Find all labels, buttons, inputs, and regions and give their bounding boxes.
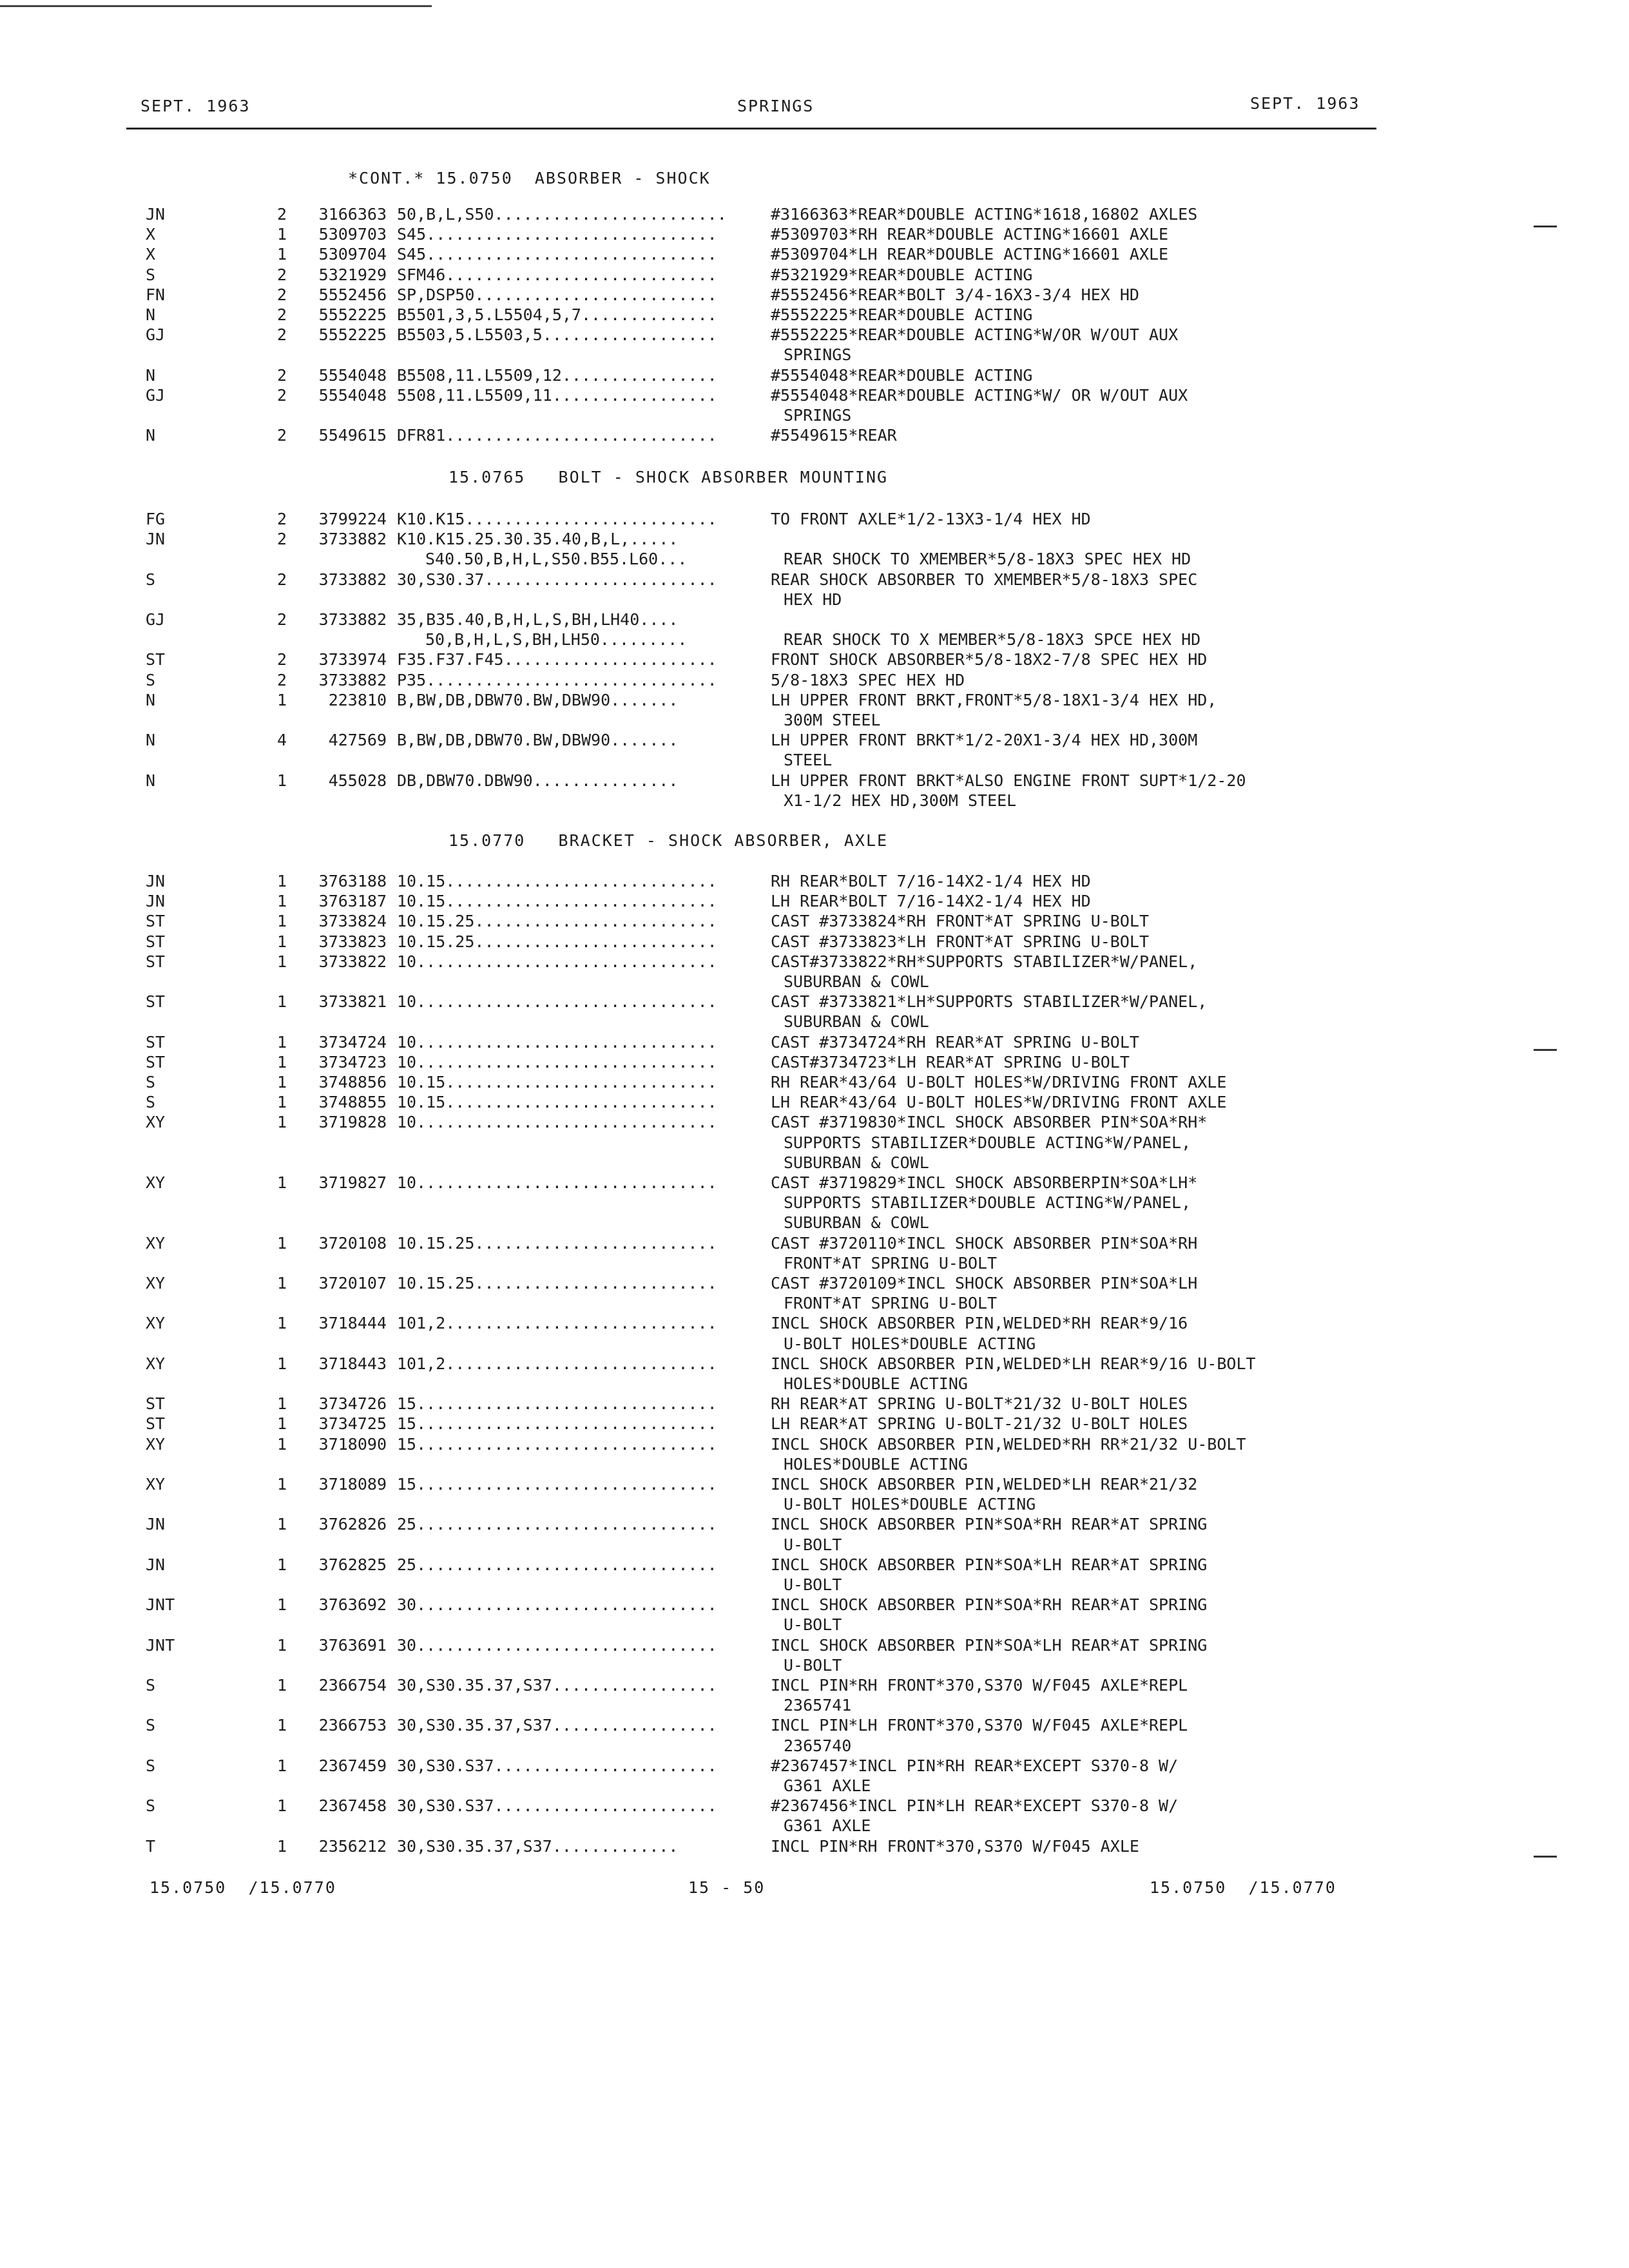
part-number: 3720108	[318, 1233, 387, 1253]
quantity: 1	[277, 1274, 287, 1293]
description: CAST#3733822*RH*SUPPORTS STABILIZER*W/PANEL,	[771, 952, 1198, 971]
part-number: 223810	[328, 690, 387, 709]
quantity: 1	[277, 1796, 287, 1816]
model-list: 15...............................	[397, 1434, 717, 1454]
description: CAST#3734723*LH REAR*AT SPRING U-BOLT	[771, 1052, 1130, 1072]
usage-code: XY	[146, 1173, 166, 1192]
description-continued: U-BOLT	[784, 1615, 842, 1635]
description: LH REAR*AT SPRING U-BOLT-21/32 U-BOLT HOLES	[771, 1414, 1188, 1434]
usage-code: N	[146, 365, 156, 385]
part-number: 427569	[328, 731, 387, 750]
usage-code: JN	[146, 872, 166, 890]
model-list: DFR81............................	[397, 426, 717, 445]
quantity: 1	[277, 1434, 287, 1454]
description: TO FRONT AXLE*1/2-13X3-1/4 HEX HD	[771, 510, 1091, 528]
usage-code: ST	[146, 952, 166, 971]
model-list: 30,S30.35.37,S37.................	[397, 1676, 717, 1695]
model-list: S45..............................	[397, 245, 717, 264]
quantity: 1	[277, 1414, 287, 1434]
quantity: 1	[277, 1354, 287, 1373]
quantity: 1	[277, 1394, 287, 1414]
header-date-right: SEPT. 1963	[1250, 94, 1360, 113]
quantity: 1	[277, 1073, 287, 1091]
header-date-left: SEPT. 1963	[140, 97, 251, 115]
model-list: 15...............................	[397, 1394, 717, 1414]
usage-code: X	[146, 245, 156, 264]
description: CAST #3720110*INCL SHOCK ABSORBER PIN*SOA*RH	[771, 1233, 1198, 1253]
part-number: 5552225	[318, 305, 387, 324]
quantity: 1	[277, 1093, 287, 1112]
quantity: 1	[277, 225, 287, 244]
model-list: 10...............................	[397, 992, 717, 1012]
description: INCL SHOCK ABSORBER PIN*SOA*LH REAR*AT SPRING	[771, 1635, 1208, 1655]
quantity: 1	[277, 1314, 287, 1333]
quantity: 1	[277, 245, 287, 264]
quantity: 1	[277, 992, 287, 1012]
model-list: 30...............................	[397, 1595, 717, 1615]
description: RH REAR*AT SPRING U-BOLT*21/32 U-BOLT HOLES	[771, 1394, 1188, 1414]
description-continued: SUBURBAN & COWL	[784, 1213, 929, 1233]
part-number: 3733823	[318, 932, 387, 951]
quantity: 1	[277, 1555, 287, 1574]
model-list: F35.F37.F45......................	[397, 650, 717, 669]
description: #3166363*REAR*DOUBLE ACTING*1618,16802 AXLES	[771, 205, 1198, 224]
quantity: 1	[277, 872, 287, 890]
usage-code: N	[146, 305, 156, 324]
description-continued: HOLES*DOUBLE ACTING	[784, 1454, 968, 1474]
description: CAST #3733821*LH*SUPPORTS STABILIZER*W/PANEL,	[771, 992, 1208, 1012]
usage-code: XY	[146, 1354, 166, 1373]
model-list: 10...............................	[397, 1113, 717, 1132]
part-number: 5554048	[318, 365, 387, 385]
model-list: 15...............................	[397, 1414, 717, 1434]
quantity: 2	[277, 205, 287, 224]
model-list: B,BW,DB,DBW70.BW,DBW90.......	[397, 690, 679, 709]
model-list: 30...............................	[397, 1635, 717, 1655]
section-title: 15.0765 BOLT - SHOCK ABSORBER MOUNTING	[448, 468, 889, 486]
description: INCL PIN*RH FRONT*370,S370 W/F045 AXLE	[771, 1836, 1139, 1856]
quantity: 1	[277, 1676, 287, 1695]
usage-code: XY	[146, 1233, 166, 1253]
quantity: 2	[277, 385, 287, 405]
part-number: 3734725	[318, 1414, 387, 1434]
usage-code: GJ	[146, 325, 166, 345]
model-list: 101,2............................	[397, 1354, 717, 1373]
description-continued: SUPPORTS STABILIZER*DOUBLE ACTING*W/PANEL,	[784, 1133, 1191, 1152]
part-number: 3718443	[318, 1354, 387, 1373]
usage-code: JNT	[146, 1595, 175, 1615]
usage-code: S	[146, 570, 156, 589]
part-number: 3763692	[318, 1595, 387, 1615]
quantity: 2	[277, 610, 287, 629]
header-title: SPRINGS	[737, 97, 815, 115]
part-number: 5552225	[318, 325, 387, 345]
model-list: 30,S30.37........................	[397, 570, 717, 589]
part-number: 3718444	[318, 1314, 387, 1333]
part-number: 3734723	[318, 1052, 387, 1072]
usage-code: N	[146, 731, 156, 750]
quantity: 1	[277, 771, 287, 790]
part-row	[0, 610, 1629, 629]
quantity: 1	[277, 1836, 287, 1856]
usage-code: JNT	[146, 1635, 175, 1655]
part-number: 5549615	[318, 426, 387, 445]
part-number: 3734726	[318, 1394, 387, 1414]
model-list: SP,DSP50.........................	[397, 285, 717, 304]
description: CAST #3720109*INCL SHOCK ABSORBER PIN*SOA*LH	[771, 1274, 1198, 1293]
description-continued: HEX HD	[784, 590, 842, 609]
description: #2367457*INCL PIN*RH REAR*EXCEPT S370-8 W/	[771, 1756, 1179, 1775]
part-number: 2356212	[318, 1836, 387, 1856]
description: LH REAR*BOLT 7/16-14X2-1/4 HEX HD	[771, 892, 1091, 911]
model-list: 10.15............................	[397, 1073, 717, 1091]
description-continued: U-BOLT	[784, 1575, 842, 1594]
description-continued: SUBURBAN & COWL	[784, 1153, 929, 1172]
description: INCL SHOCK ABSORBER PIN*SOA*RH REAR*AT SPRING	[771, 1515, 1208, 1534]
model-list: DB,DBW70.DBW90...............	[397, 771, 679, 790]
part-number: 5309704	[318, 245, 387, 264]
quantity: 1	[277, 1173, 287, 1192]
footer-left: 15.0750 /15.0770	[149, 1878, 336, 1897]
model-list: 101,2............................	[397, 1314, 717, 1333]
description: LH UPPER FRONT BRKT,FRONT*5/8-18X1-3/4 HEX HD,	[771, 690, 1217, 709]
part-row	[0, 529, 1629, 549]
usage-code: GJ	[146, 610, 166, 629]
model-list: 30,S30.S37.......................	[397, 1796, 717, 1816]
usage-code: S	[146, 1676, 156, 1695]
part-number: 3733824	[318, 912, 387, 931]
description-continued: REAR SHOCK TO X MEMBER*5/8-18X3 SPCE HEX HD	[784, 630, 1201, 649]
usage-code: JN	[146, 1515, 166, 1534]
model-list: 15...............................	[397, 1475, 717, 1494]
usage-code: ST	[146, 1394, 166, 1414]
quantity: 1	[277, 932, 287, 951]
model-list: 25...............................	[397, 1515, 717, 1534]
part-number: 5554048	[318, 385, 387, 405]
part-number: 3733882	[318, 570, 387, 589]
description-continued: FRONT*AT SPRING U-BOLT	[784, 1294, 998, 1313]
description: REAR SHOCK ABSORBER TO XMEMBER*5/8-18X3 SPEC	[771, 570, 1198, 589]
part-number: 3748856	[318, 1073, 387, 1091]
description: #5549615*REAR	[771, 426, 897, 445]
quantity: 1	[277, 1635, 287, 1655]
quantity: 1	[277, 1716, 287, 1735]
quantity: 1	[277, 1052, 287, 1072]
usage-code: T	[146, 1836, 156, 1856]
part-number: 5552456	[318, 285, 387, 304]
description: CAST #3733823*LH FRONT*AT SPRING U-BOLT	[771, 932, 1149, 951]
quantity: 2	[277, 365, 287, 385]
quantity: 1	[277, 952, 287, 971]
model-list-continued: 50,B,H,L,S,BH,LH50.........	[425, 630, 688, 649]
quantity: 2	[277, 325, 287, 345]
part-number: 3733821	[318, 992, 387, 1012]
part-number: 455028	[328, 771, 387, 790]
quantity: 1	[277, 1475, 287, 1494]
description: CAST #3733824*RH FRONT*AT SPRING U-BOLT	[771, 912, 1149, 931]
part-number: 3733882	[318, 610, 387, 629]
usage-code: JN	[146, 530, 166, 549]
part-number: 3166363	[318, 205, 387, 224]
model-list: B5508,11.L5509,12................	[397, 365, 717, 385]
description-continued: STEEL	[784, 751, 833, 770]
model-list: 10...............................	[397, 1173, 717, 1192]
quantity: 2	[277, 305, 287, 324]
model-list: 10.15............................	[397, 1093, 717, 1112]
description: FRONT SHOCK ABSORBER*5/8-18X2-7/8 SPEC HEX HD	[771, 650, 1208, 669]
model-list: 30,S30.35.37,S37.............	[397, 1836, 679, 1856]
usage-code: ST	[146, 650, 166, 669]
part-number: 2366753	[318, 1716, 387, 1735]
usage-code: GJ	[146, 385, 166, 405]
usage-code: JN	[146, 1555, 166, 1574]
part-number: 3733974	[318, 650, 387, 669]
description-continued: 2365740	[784, 1736, 852, 1755]
model-list: 10.15.25.........................	[397, 932, 717, 951]
part-number: 2367458	[318, 1796, 387, 1816]
usage-code: S	[146, 1796, 156, 1816]
quantity: 1	[277, 1113, 287, 1132]
quantity: 2	[277, 530, 287, 549]
description-continued: G361 AXLE	[784, 1816, 871, 1836]
model-list: 10.15............................	[397, 872, 717, 890]
part-number: 5309703	[318, 225, 387, 244]
usage-code: S	[146, 1716, 156, 1735]
quantity: 1	[277, 1515, 287, 1534]
usage-code: FG	[146, 510, 166, 528]
section-title: *CONT.* 15.0750 ABSORBER - SHOCK	[348, 169, 711, 187]
part-number: 3734724	[318, 1032, 387, 1052]
usage-code: XY	[146, 1113, 166, 1132]
model-list: 10.15.25.........................	[397, 1274, 717, 1293]
part-number: 3718090	[318, 1434, 387, 1454]
model-list: 35,B35.40,B,H,L,S,BH,LH40....	[397, 610, 679, 629]
quantity: 1	[277, 892, 287, 911]
model-list: 25...............................	[397, 1555, 717, 1574]
description-continued: 300M STEEL	[784, 711, 881, 729]
part-number: 3763188	[318, 872, 387, 890]
description-continued: SUBURBAN & COWL	[784, 1012, 929, 1032]
quantity: 4	[277, 731, 287, 750]
usage-code: ST	[146, 1032, 166, 1052]
quantity: 2	[277, 510, 287, 528]
description: #5554048*REAR*DOUBLE ACTING	[771, 365, 1033, 385]
usage-code: XY	[146, 1274, 166, 1293]
usage-code: XY	[146, 1314, 166, 1333]
usage-code: S	[146, 670, 156, 689]
usage-code: N	[146, 690, 156, 709]
description: RH REAR*43/64 U-BOLT HOLES*W/DRIVING FRONT AXLE	[771, 1073, 1227, 1091]
usage-code: N	[146, 426, 156, 445]
model-list: B5503,5.L5503,5..................	[397, 325, 717, 345]
quantity: 1	[277, 1233, 287, 1253]
description: LH UPPER FRONT BRKT*ALSO ENGINE FRONT SUPT*1/2-20	[771, 771, 1246, 790]
part-number: 3762825	[318, 1555, 387, 1574]
description: #5309703*RH REAR*DOUBLE ACTING*16601 AXLE	[771, 225, 1169, 244]
part-number: 2366754	[318, 1676, 387, 1695]
quantity: 1	[277, 912, 287, 931]
description: #5552225*REAR*DOUBLE ACTING*W/OR W/OUT AUX	[771, 325, 1179, 345]
model-list: SFM46............................	[397, 265, 717, 284]
description: INCL SHOCK ABSORBER PIN,WELDED*LH REAR*9/16 U-BOLT	[771, 1354, 1256, 1373]
description: LH REAR*43/64 U-BOLT HOLES*W/DRIVING FRONT AXLE	[771, 1093, 1227, 1112]
model-list: 5508,11.L5509,11.................	[397, 385, 717, 405]
usage-code: S	[146, 265, 156, 284]
usage-code: S	[146, 1093, 156, 1112]
model-list: 10.15.25.........................	[397, 912, 717, 931]
description-continued: SPRINGS	[784, 406, 852, 425]
description-continued: X1-1/2 HEX HD,300M STEEL	[784, 791, 1017, 810]
usage-code: S	[146, 1073, 156, 1091]
model-list: 10...............................	[397, 1052, 717, 1072]
part-number: 3799224	[318, 510, 387, 528]
model-list: 10...............................	[397, 1032, 717, 1052]
quantity: 2	[277, 650, 287, 669]
scan-edge-line	[0, 5, 432, 7]
description-continued: U-BOLT HOLES*DOUBLE ACTING	[784, 1495, 1036, 1514]
part-number: 3733882	[318, 530, 387, 549]
description: INCL PIN*RH FRONT*370,S370 W/F045 AXLE*REPL	[771, 1676, 1188, 1695]
part-number: 3733822	[318, 952, 387, 971]
description-continued: U-BOLT HOLES*DOUBLE ACTING	[784, 1334, 1036, 1353]
part-number: 3763691	[318, 1635, 387, 1655]
section-title: 15.0770 BRACKET - SHOCK ABSORBER, AXLE	[448, 831, 889, 850]
description: CAST #3734724*RH REAR*AT SPRING U-BOLT	[771, 1032, 1139, 1052]
usage-code: FN	[146, 285, 166, 304]
part-number: 2367459	[318, 1756, 387, 1775]
description: #5321929*REAR*DOUBLE ACTING	[771, 265, 1033, 284]
model-list: K10.K15.25.30.35.40,B,L,.....	[397, 530, 679, 549]
header-rule	[126, 128, 1376, 130]
model-list-continued: S40.50,B,H,L,S50.B55.L60...	[425, 550, 688, 569]
description-continued: U-BOLT	[784, 1535, 842, 1554]
description: #5552225*REAR*DOUBLE ACTING	[771, 305, 1033, 324]
description: 5/8-18X3 SPEC HEX HD	[771, 670, 965, 689]
part-number: 3718089	[318, 1475, 387, 1494]
description-continued: SPRINGS	[784, 345, 852, 365]
description-continued: HOLES*DOUBLE ACTING	[784, 1374, 968, 1393]
quantity: 2	[277, 285, 287, 304]
usage-code: ST	[146, 1052, 166, 1072]
part-number: 3762826	[318, 1515, 387, 1534]
quantity: 1	[277, 690, 287, 709]
part-number: 3719827	[318, 1173, 387, 1192]
usage-code: ST	[146, 912, 166, 931]
quantity: 2	[277, 570, 287, 589]
description: INCL PIN*LH FRONT*370,S370 W/F045 AXLE*REPL	[771, 1716, 1188, 1735]
description: LH UPPER FRONT BRKT*1/2-20X1-3/4 HEX HD,300M	[771, 731, 1198, 750]
description: #5554048*REAR*DOUBLE ACTING*W/ OR W/OUT AUX	[771, 385, 1188, 405]
part-number: 5321929	[318, 265, 387, 284]
usage-code: JN	[146, 892, 166, 911]
description-continued: FRONT*AT SPRING U-BOLT	[784, 1253, 998, 1273]
model-list: 50,B,L,S50........................	[397, 205, 727, 224]
model-list: K10.K15..........................	[397, 510, 717, 528]
model-list: P35..............................	[397, 670, 717, 689]
usage-code: ST	[146, 992, 166, 1012]
part-number: 3720107	[318, 1274, 387, 1293]
part-number: 3733882	[318, 670, 387, 689]
description: INCL SHOCK ABSORBER PIN*SOA*LH REAR*AT SPRING	[771, 1555, 1208, 1574]
model-list: 10...............................	[397, 952, 717, 971]
quantity: 1	[277, 1595, 287, 1615]
model-list: 30,S30.S37.......................	[397, 1756, 717, 1775]
description-continued: U-BOLT	[784, 1655, 842, 1675]
description-continued: REAR SHOCK TO XMEMBER*5/8-18X3 SPEC HEX HD	[784, 550, 1191, 569]
usage-code: JN	[146, 205, 166, 224]
part-number: 3748855	[318, 1093, 387, 1112]
description: #2367456*INCL PIN*LH REAR*EXCEPT S370-8 W/	[771, 1796, 1179, 1816]
description: INCL SHOCK ABSORBER PIN,WELDED*LH REAR*21/32	[771, 1475, 1198, 1494]
usage-code: ST	[146, 932, 166, 951]
description: RH REAR*BOLT 7/16-14X2-1/4 HEX HD	[771, 872, 1091, 890]
usage-code: XY	[146, 1475, 166, 1494]
quantity: 2	[277, 265, 287, 284]
model-list: S45..............................	[397, 225, 717, 244]
part-number: 3719828	[318, 1113, 387, 1132]
model-list: B,BW,DB,DBW70.BW,DBW90.......	[397, 731, 679, 750]
description: INCL SHOCK ABSORBER PIN,WELDED*RH REAR*9/16	[771, 1314, 1188, 1333]
description: INCL SHOCK ABSORBER PIN*SOA*RH REAR*AT SPRING	[771, 1595, 1208, 1615]
description: CAST #3719829*INCL SHOCK ABSORBERPIN*SOA*LH*	[771, 1173, 1198, 1192]
page-number: 15 - 50	[688, 1878, 766, 1897]
usage-code: N	[146, 771, 156, 790]
description: CAST #3719830*INCL SHOCK ABSORBER PIN*SOA*RH*	[771, 1113, 1208, 1132]
model-list: B5501,3,5.L5504,5,7..............	[397, 305, 717, 324]
model-list: 10.15.25.........................	[397, 1233, 717, 1253]
description-continued: G361 AXLE	[784, 1776, 871, 1795]
usage-code: S	[146, 1756, 156, 1775]
description-continued: SUBURBAN & COWL	[784, 972, 929, 991]
footer-right: 15.0750 /15.0770	[1150, 1878, 1336, 1897]
quantity: 2	[277, 426, 287, 445]
description: INCL SHOCK ABSORBER PIN,WELDED*RH RR*21/32 U-BOLT	[771, 1434, 1246, 1454]
quantity: 2	[277, 670, 287, 689]
description: #5552456*REAR*BOLT 3/4-16X3-3/4 HEX HD	[771, 285, 1139, 304]
description-continued: 2365741	[784, 1696, 852, 1715]
model-list: 30,S30.35.37,S37.................	[397, 1716, 717, 1735]
usage-code: ST	[146, 1414, 166, 1434]
quantity: 1	[277, 1032, 287, 1052]
usage-code: XY	[146, 1434, 166, 1454]
description: #5309704*LH REAR*DOUBLE ACTING*16601 AXLE	[771, 245, 1169, 264]
quantity: 1	[277, 1756, 287, 1775]
part-number: 3763187	[318, 892, 387, 911]
description-continued: SUPPORTS STABILIZER*DOUBLE ACTING*W/PANEL,	[784, 1193, 1191, 1213]
usage-code: X	[146, 225, 156, 244]
model-list: 10.15............................	[397, 892, 717, 911]
